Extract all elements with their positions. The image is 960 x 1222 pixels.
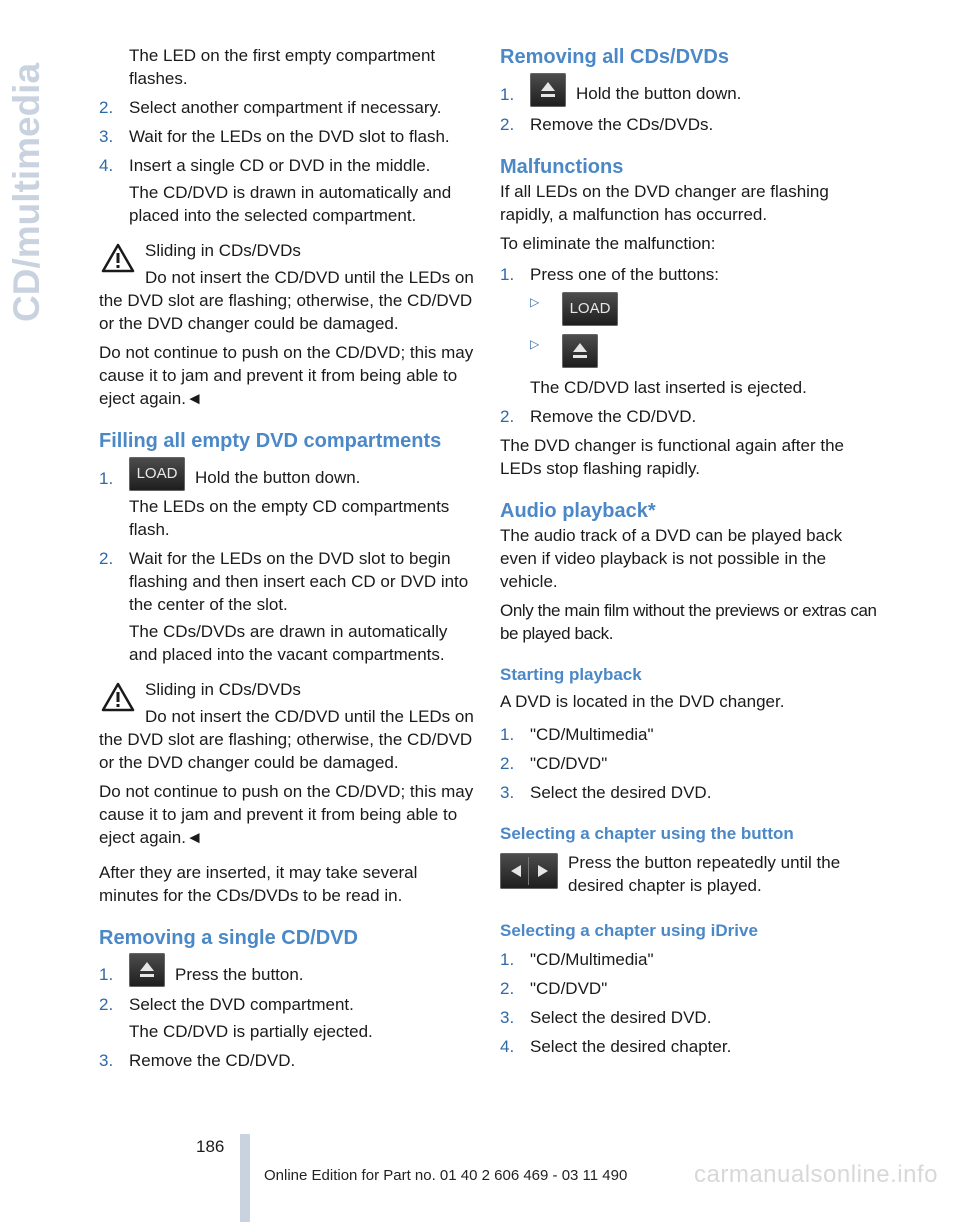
- step-subtext: The LEDs on the empty CD compartments flash.: [129, 496, 450, 539]
- step-text: Wait for the LEDs on the DVD slot to flash.: [129, 127, 450, 146]
- footer-accent-bar: [240, 1134, 250, 1222]
- step-number: 2.: [500, 406, 515, 426]
- section-heading: Removing all CDs/DVDs: [500, 46, 729, 68]
- paragraph: The audio track of a DVD can be played back even if video playback is not possible in the vehicle.: [500, 525, 843, 591]
- step-text: Select the desired DVD.: [530, 1007, 712, 1027]
- step-subtext: The CD/DVD is partially ejected.: [129, 1022, 373, 1042]
- step-number: 3.: [500, 1007, 515, 1027]
- chapter-button-row: [500, 851, 880, 897]
- eject-icon: [129, 953, 165, 987]
- list-item: [500, 113, 880, 136]
- eject-icon: [530, 73, 566, 107]
- paragraph: The DVD changer is functional again after the LEDs stop flashing rapidly.: [500, 435, 844, 478]
- step-number: 4.: [500, 1036, 515, 1056]
- list-item: [99, 1049, 479, 1072]
- list-item: [99, 963, 479, 988]
- step-subtext: The CD/DVD is drawn in automatically and placed into the selected compartment.: [129, 183, 452, 225]
- step-text: Insert a single CD or DVD in the middle.: [129, 156, 431, 175]
- step-number: 2.: [500, 978, 515, 998]
- subsection-heading: Selecting a chapter using the button: [500, 823, 794, 843]
- step-text: "CD/Multimedia": [530, 949, 654, 969]
- step-text: Remove the CDs/DVDs.: [530, 114, 714, 134]
- paragraph: To eliminate the malfunction:: [500, 233, 716, 253]
- step-text: Press one of the buttons:: [530, 264, 720, 284]
- paragraph: If all LEDs on the DVD changer are flashing rapidly, a malfunction has occurred.: [500, 181, 829, 224]
- option-bullet: [530, 334, 880, 368]
- step-text: Press the button.: [175, 964, 304, 984]
- section-heading: Removing a single CD/DVD: [99, 926, 358, 949]
- list-item: [500, 405, 880, 428]
- step-number: 1.: [500, 84, 515, 104]
- step-text: Remove the CD/DVD.: [530, 406, 697, 426]
- option-bullet: [530, 292, 880, 326]
- paragraph: After they are inserted, it may take several minutes for the CDs/DVDs to be read in.: [99, 862, 418, 905]
- step-text: Select the DVD compartment.: [129, 995, 354, 1015]
- step-number: 1.: [99, 468, 114, 488]
- step-subtext: The CD/DVD last inserted is ejected.: [530, 377, 807, 397]
- step-number: 4.: [99, 156, 114, 175]
- warning-block: [99, 239, 479, 410]
- list-item: [99, 125, 479, 148]
- warning-block: [99, 678, 479, 849]
- watermark: carmanualsonline.info: [694, 1161, 938, 1188]
- side-title-text: CD/multimedia: [6, 62, 47, 322]
- step-text: Select the desired DVD.: [530, 782, 712, 802]
- side-section-title: [6, 40, 70, 340]
- list-item: [99, 466, 479, 491]
- list-item: [99, 96, 479, 119]
- warning-text: Do not continue to push on the CD/DVD; this may cause it to jam and prevent it from being able to eject again.◄: [99, 343, 474, 408]
- list-item: [500, 752, 880, 775]
- step-text: Remove the CD/DVD.: [129, 1051, 296, 1071]
- step-number: 1.: [500, 724, 515, 744]
- chapter-skip-icon: [500, 853, 558, 889]
- list-item: [99, 547, 479, 616]
- step-text: Hold the button down.: [195, 468, 361, 487]
- step-number: 3.: [500, 782, 515, 802]
- warning-title: Sliding in CDs/DVDs: [145, 679, 301, 699]
- step-text: Select the desired chapter.: [530, 1036, 732, 1056]
- list-item: [500, 263, 880, 286]
- step-number: 2.: [99, 548, 114, 568]
- warning-text: Do not continue to push on the CD/DVD; this may cause it to jam and prevent it from being able to eject again.◄: [99, 781, 474, 847]
- subsection-heading: Starting playback: [500, 664, 642, 684]
- bullet-triangle-icon: ▷: [530, 294, 540, 309]
- subsection-heading: Selecting a chapter using iDrive: [500, 920, 758, 940]
- list-item: [500, 977, 880, 1000]
- list-item: [500, 723, 880, 746]
- load-button-icon: LOAD: [562, 292, 618, 326]
- step-number: 1.: [500, 264, 515, 284]
- page-number: 186: [196, 1137, 225, 1156]
- warning-title: Sliding in CDs/DVDs: [145, 241, 301, 260]
- paragraph: Only the main film without the previews or extras can be played back.: [500, 600, 877, 643]
- list-item: [500, 948, 880, 971]
- warning-text: Do not insert the CD/DVD until the LEDs on the DVD slot are flashing; otherwise, the CD/DVD or the DVD changer could be damaged.: [99, 268, 474, 333]
- left-column: [99, 44, 479, 1078]
- step-number: 3.: [99, 127, 114, 146]
- step-number: 1.: [500, 949, 515, 969]
- step-number: 1.: [99, 965, 114, 985]
- list-item: [500, 82, 880, 107]
- warning-text: Do not insert the CD/DVD until the LEDs on the DVD slot are flashing; otherwise, the CD/DVD or the DVD changer could be damaged.: [99, 706, 474, 772]
- step-subtext: The CDs/DVDs are drawn in automatically and placed into the vacant compartments.: [129, 621, 448, 664]
- step-text: "CD/DVD": [530, 753, 608, 773]
- continued-text: The LED on the first empty compartment flashes.: [129, 46, 436, 88]
- step-text: "CD/DVD": [530, 978, 608, 998]
- step-number: 2.: [99, 98, 114, 117]
- bullet-triangle-icon: ▷: [530, 336, 540, 351]
- list-item: [500, 1006, 880, 1029]
- step-number: 2.: [99, 995, 114, 1015]
- right-column: [500, 44, 880, 1064]
- list-item: [99, 154, 479, 177]
- warning-icon: [101, 682, 135, 712]
- step-number: 2.: [500, 114, 515, 134]
- step-text: Wait for the LEDs on the DVD slot to begin flashing and then insert each CD or DVD into the center of the slot.: [129, 548, 469, 614]
- paragraph: Press the button repeatedly until the desired chapter is played.: [568, 852, 841, 895]
- step-number: 2.: [500, 753, 515, 773]
- edition-text: Online Edition for Part no. 01 40 2 606 469 - 03 11 490: [264, 1167, 628, 1184]
- step-text: Select another compartment if necessary.: [129, 98, 442, 117]
- step-text: "CD/Multimedia": [530, 724, 654, 744]
- eject-icon: [562, 334, 598, 368]
- paragraph: A DVD is located in the DVD changer.: [500, 691, 785, 711]
- warning-icon: [101, 243, 135, 273]
- section-heading: Audio playback*: [500, 499, 656, 522]
- list-item: [99, 993, 479, 1016]
- list-item: [500, 1035, 880, 1058]
- step-number: 3.: [99, 1051, 114, 1071]
- section-heading: Malfunctions: [500, 155, 624, 178]
- step-text: Hold the button down.: [576, 84, 742, 103]
- load-button-icon: LOAD: [129, 457, 185, 491]
- section-heading: Filling all empty DVD compartments: [99, 430, 442, 452]
- list-item: [500, 781, 880, 804]
